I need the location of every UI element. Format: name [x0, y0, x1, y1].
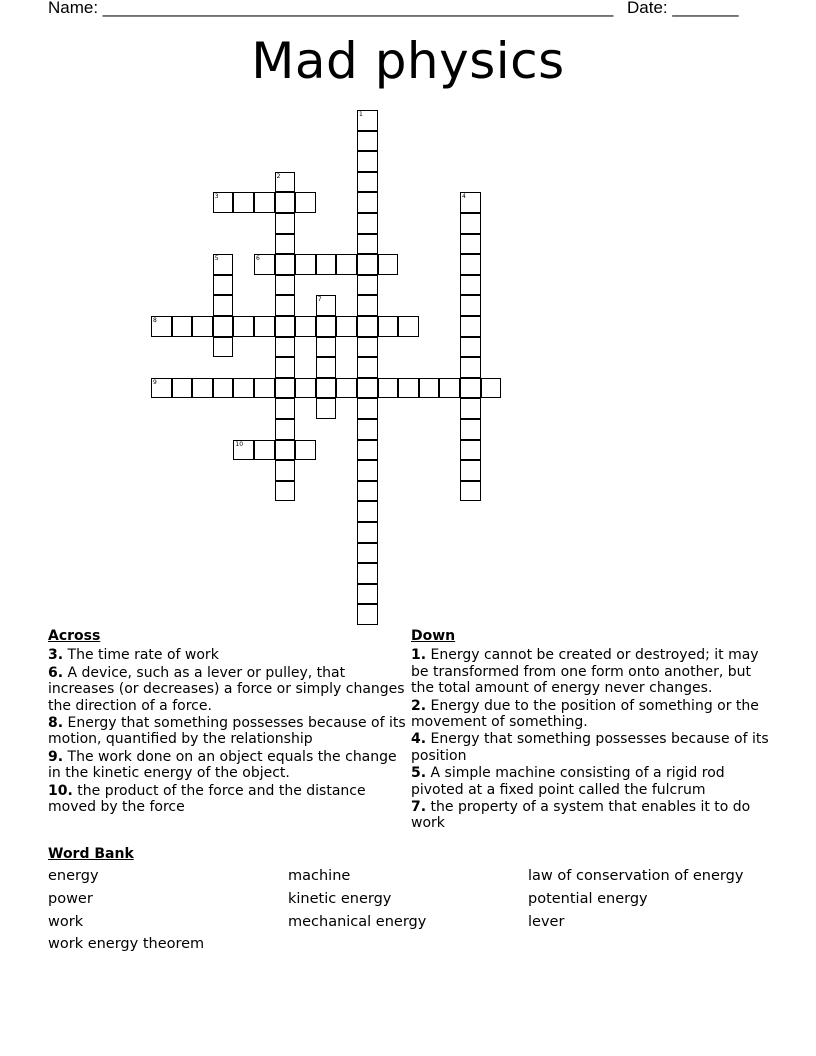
grid-cell[interactable] — [336, 254, 357, 275]
across-heading: Across — [48, 628, 101, 644]
clue-down-2: 2. Energy due to the position of something or the movement of something. — [411, 697, 759, 731]
grid-cell[interactable] — [192, 378, 213, 399]
word-bank-item: machine — [288, 868, 351, 884]
grid-cell[interactable] — [316, 398, 337, 419]
grid-cell[interactable] — [275, 419, 296, 440]
grid-cell[interactable] — [357, 563, 378, 584]
date-field: Date: _______ — [627, 0, 739, 17]
word-bank-item: energy — [48, 868, 99, 884]
grid-cell[interactable] — [316, 316, 337, 337]
grid-cell[interactable] — [460, 213, 481, 234]
down-clues — [411, 628, 771, 833]
grid-cell[interactable] — [275, 234, 296, 255]
grid-cell[interactable] — [419, 378, 440, 399]
grid-cell[interactable] — [357, 501, 378, 522]
grid-cell[interactable] — [357, 110, 378, 131]
grid-cell[interactable] — [275, 192, 296, 213]
grid-cell[interactable] — [460, 275, 481, 296]
down-heading: Down — [411, 628, 456, 644]
grid-cell[interactable] — [213, 295, 234, 316]
grid-cell[interactable] — [460, 481, 481, 502]
grid-cell[interactable] — [460, 460, 481, 481]
grid-cell[interactable] — [357, 254, 378, 275]
grid-cell[interactable] — [357, 192, 378, 213]
grid-cell[interactable] — [398, 378, 419, 399]
clue-down-4: 4. Energy that something possesses because of its position — [411, 731, 769, 764]
grid-cell[interactable] — [357, 151, 378, 172]
grid-cell[interactable] — [254, 378, 275, 399]
clue-down-5: 5. A simple machine consisting of a rigid rod pivoted at a fixed point called the fulcrum — [411, 765, 725, 798]
grid-cell[interactable] — [357, 543, 378, 564]
grid-cell[interactable] — [295, 440, 316, 461]
grid-cell[interactable] — [275, 481, 296, 502]
grid-cell[interactable] — [213, 254, 234, 275]
grid-cell[interactable] — [316, 357, 337, 378]
clue-number: 5 — [214, 255, 219, 263]
word-bank-item: power — [48, 891, 93, 907]
clue-number: 6 — [256, 255, 260, 263]
clue-across-9: 9. The work done on an object equals the change in the kinetic energy of the object. — [48, 748, 397, 782]
grid-cell[interactable] — [336, 316, 357, 337]
grid-cell[interactable] — [233, 316, 254, 337]
grid-cell[interactable] — [357, 481, 378, 502]
grid-cell[interactable] — [316, 378, 337, 399]
grid-cell[interactable] — [357, 419, 378, 440]
grid-cell[interactable] — [151, 378, 172, 399]
grid-cell[interactable] — [357, 213, 378, 234]
grid-cell[interactable] — [192, 316, 213, 337]
grid-cell[interactable] — [460, 378, 481, 399]
name-field: Name: ______________________________________________________ — [48, 0, 614, 17]
clue-number: 10 — [235, 440, 244, 448]
grid-cell[interactable] — [481, 378, 502, 399]
word-bank-item: lever — [528, 914, 565, 930]
grid-cell[interactable] — [275, 213, 296, 234]
word-bank-heading: Word Bank — [48, 846, 134, 862]
grid-cell[interactable] — [460, 192, 481, 213]
page-title: Mad physics — [251, 32, 565, 90]
grid-cell[interactable] — [460, 440, 481, 461]
grid-cell[interactable] — [295, 316, 316, 337]
grid-cell[interactable] — [460, 234, 481, 255]
grid-cell[interactable] — [254, 254, 275, 275]
grid-cell[interactable] — [357, 584, 378, 605]
grid-cell[interactable] — [316, 337, 337, 358]
grid-cell[interactable] — [275, 275, 296, 296]
grid-cell[interactable] — [460, 337, 481, 358]
grid-cell[interactable] — [357, 440, 378, 461]
grid-cell[interactable] — [151, 316, 172, 337]
clue-across-10: 10. the product of the force and the distance moved by the force — [48, 782, 366, 816]
grid-cell[interactable] — [336, 378, 357, 399]
word-bank-item: law of conservation of energy — [528, 868, 744, 884]
word-bank-item: potential energy — [528, 891, 648, 907]
grid-cell[interactable] — [295, 254, 316, 275]
word-bank-item: mechanical energy — [288, 914, 427, 930]
clue-number: 9 — [153, 378, 157, 386]
clue-across-3: 3. The time rate of work — [48, 647, 219, 664]
grid-cell[interactable] — [357, 604, 378, 625]
grid-cell[interactable] — [357, 172, 378, 193]
grid-cell[interactable] — [460, 357, 481, 378]
grid-cell[interactable] — [295, 192, 316, 213]
word-bank-item: work energy theorem — [48, 936, 205, 952]
grid-cell[interactable] — [254, 192, 275, 213]
grid-cell[interactable] — [233, 440, 254, 461]
grid-cell[interactable] — [357, 295, 378, 316]
grid-cell[interactable] — [213, 316, 234, 337]
grid-cell[interactable] — [357, 234, 378, 255]
grid-cell[interactable] — [460, 254, 481, 275]
clue-number: 4 — [462, 193, 466, 201]
grid-cell[interactable] — [357, 131, 378, 152]
grid-cell[interactable] — [172, 378, 193, 399]
grid-cell[interactable] — [213, 192, 234, 213]
grid-cell[interactable] — [460, 398, 481, 419]
clue-across-8: 8. Energy that something possesses because of its motion, quantified by the relationship — [48, 715, 406, 748]
clue-number: 2 — [276, 172, 281, 180]
grid-cell[interactable] — [378, 316, 399, 337]
word-bank-item: work — [48, 914, 84, 930]
grid-cell[interactable] — [439, 378, 460, 399]
grid-cell[interactable] — [233, 192, 254, 213]
grid-cell[interactable] — [275, 378, 296, 399]
clue-across-6: 6. A device, such as a lever or pulley, that increases (or decreases) a force or simply changes the direction of a force. — [48, 664, 405, 714]
grid-cell[interactable] — [398, 316, 419, 337]
grid-cell[interactable] — [357, 378, 378, 399]
clue-number: 1 — [359, 111, 363, 118]
grid-cell[interactable] — [275, 295, 296, 316]
grid-cell[interactable] — [213, 337, 234, 358]
grid-cell[interactable] — [357, 316, 378, 337]
clue-number: 7 — [317, 296, 322, 304]
clue-down-1: 1. Energy cannot be created or destroyed; it may be transformed from one form onto another, but the total amount of energy never changes. — [411, 647, 759, 697]
grid-cell[interactable] — [460, 295, 481, 316]
grid-cell[interactable] — [316, 254, 337, 275]
clue-down-7: 7. the property of a system that enables it to do work — [411, 799, 751, 832]
grid-cell[interactable] — [275, 337, 296, 358]
grid-cell[interactable] — [275, 316, 296, 337]
grid-cell[interactable] — [254, 440, 275, 461]
grid-cell[interactable] — [233, 378, 254, 399]
word-bank-item: kinetic energy — [288, 891, 392, 907]
grid-cell[interactable] — [275, 357, 296, 378]
grid-cell[interactable] — [295, 378, 316, 399]
grid-cell[interactable] — [316, 295, 337, 316]
grid-cell[interactable] — [275, 398, 296, 419]
grid-cell[interactable] — [357, 398, 378, 419]
grid-cell[interactable] — [213, 378, 234, 399]
grid-cell[interactable] — [357, 337, 378, 358]
clue-number: 3 — [214, 193, 219, 201]
grid-cell[interactable] — [357, 275, 378, 296]
across-clues — [48, 628, 408, 816]
grid-cell[interactable] — [357, 522, 378, 543]
grid-cell[interactable] — [275, 460, 296, 481]
grid-cell[interactable] — [275, 172, 296, 193]
grid-cell[interactable] — [460, 316, 481, 337]
grid-cell[interactable] — [378, 378, 399, 399]
grid-cell[interactable] — [172, 316, 193, 337]
grid-cell[interactable] — [378, 254, 399, 275]
grid-cell[interactable] — [275, 254, 296, 275]
clue-number: 8 — [153, 317, 157, 324]
grid-cell[interactable] — [254, 316, 275, 337]
grid-cell[interactable] — [460, 419, 481, 440]
grid-cell[interactable] — [275, 440, 296, 461]
grid-cell[interactable] — [357, 460, 378, 481]
grid-cell[interactable] — [213, 275, 234, 296]
grid-cell[interactable] — [357, 357, 378, 378]
